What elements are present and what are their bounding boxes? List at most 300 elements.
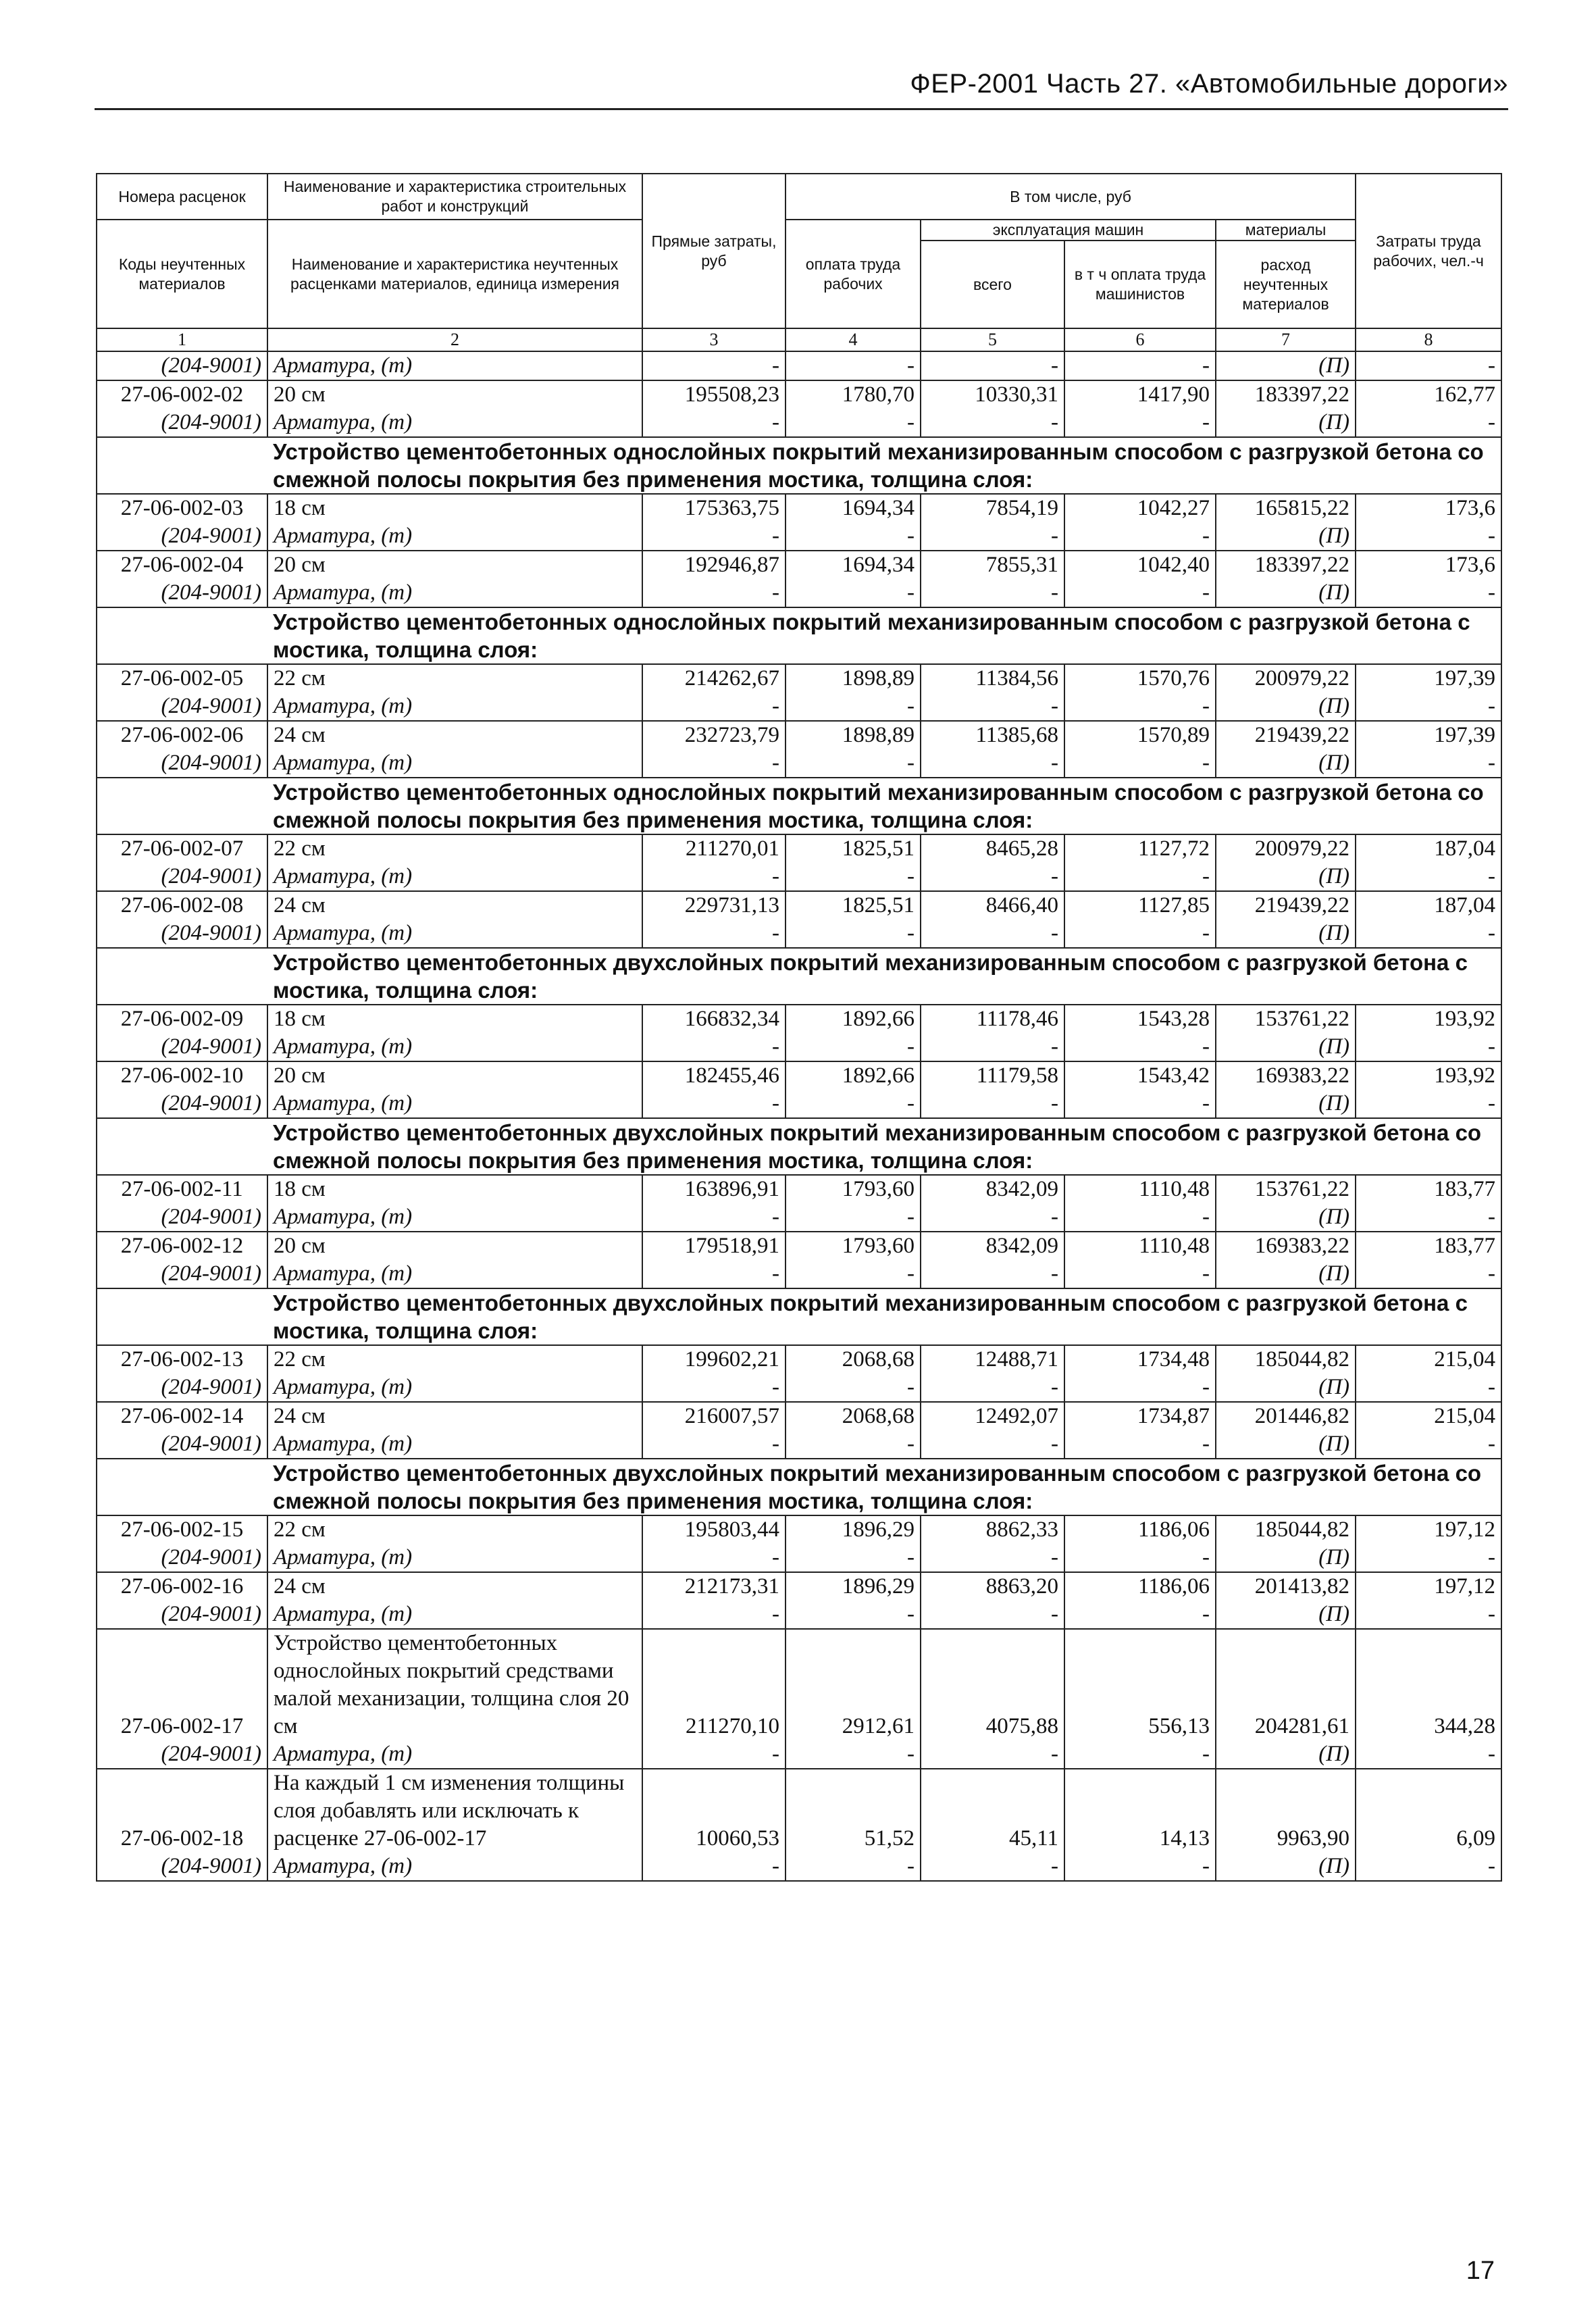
rate-description: 22 см xyxy=(267,664,642,693)
machinist-wages: 1042,40 xyxy=(1064,551,1216,579)
rate-code: 27-06-002-12 xyxy=(97,1232,267,1260)
rate-code: 27-06-002-08 xyxy=(97,891,267,920)
header-ekspluataciya: эксплуатация машин xyxy=(921,220,1216,241)
rate-row xyxy=(97,1061,1501,1090)
empty-value: - xyxy=(1356,1853,1501,1881)
material-name: Арматура, (т) xyxy=(267,1601,642,1629)
material-name: Арматура, (т) xyxy=(267,579,642,607)
rate-code: 27-06-002-05 xyxy=(97,664,267,693)
rate-description: 20 см xyxy=(267,551,642,579)
rate-description: Устройство цементобетонных однослойных покрытий средствами малой механизации, толщина слоя 20 см xyxy=(267,1629,642,1740)
rate-row xyxy=(97,891,1501,920)
materials-cost: 201446,82 xyxy=(1216,1402,1356,1430)
header-kody: Коды неучтенных материалов xyxy=(97,220,267,328)
machines-total: 4075,88 xyxy=(921,1629,1064,1740)
empty-value: - xyxy=(642,1374,786,1402)
labor-hours: 197,12 xyxy=(1356,1572,1501,1601)
labor-wages: 1898,89 xyxy=(786,664,921,693)
rate-code: 27-06-002-06 xyxy=(97,721,267,749)
material-name: Арматура, (т) xyxy=(267,1853,642,1881)
empty-value: - xyxy=(1064,1260,1216,1288)
empty-value: - xyxy=(1356,693,1501,721)
col-number: 2 xyxy=(267,328,642,351)
direct-costs: 195803,44 xyxy=(642,1515,786,1544)
rate-row xyxy=(97,834,1501,863)
machinist-wages: 14,13 xyxy=(1064,1769,1216,1853)
material-code: (204-9001) xyxy=(97,1740,267,1769)
materials-cost: 200979,22 xyxy=(1216,664,1356,693)
rate-description: 20 см xyxy=(267,380,642,409)
empty-value: - xyxy=(642,1430,786,1459)
direct-costs: 216007,57 xyxy=(642,1402,786,1430)
empty-value: - xyxy=(786,1033,921,1061)
empty-value: - xyxy=(1064,1601,1216,1629)
material-name: Арматура, (т) xyxy=(267,1090,642,1118)
labor-hours: 187,04 xyxy=(1356,891,1501,920)
rate-row xyxy=(97,721,1501,749)
labor-hours: 215,04 xyxy=(1356,1345,1501,1374)
material-name: Арматура, (т) xyxy=(267,1430,642,1459)
labor-hours: 197,12 xyxy=(1356,1515,1501,1544)
material-flag: (П) xyxy=(1216,920,1356,948)
material-name: Арматура, (т) xyxy=(267,920,642,948)
materials-cost: 183397,22 xyxy=(1216,380,1356,409)
empty-value: - xyxy=(642,409,786,437)
material-flag: (П) xyxy=(1216,1033,1356,1061)
empty-value: - xyxy=(921,409,1064,437)
direct-costs: 229731,13 xyxy=(642,891,786,920)
header-naimenovanie-mat: Наименование и характеристика неучтенных расценками материалов, единица измерения xyxy=(267,220,642,328)
empty-value: - xyxy=(1064,1203,1216,1232)
empty-value: - xyxy=(786,1853,921,1881)
material-code: (204-9001) xyxy=(97,1203,267,1232)
material-name: Арматура, (т) xyxy=(267,1260,642,1288)
rate-row xyxy=(97,1175,1501,1203)
empty-value: - xyxy=(1356,1090,1501,1118)
material-flag: (П) xyxy=(1216,693,1356,721)
machines-total: 7855,31 xyxy=(921,551,1064,579)
rate-row xyxy=(97,1232,1501,1260)
direct-costs: 211270,10 xyxy=(642,1629,786,1740)
machinist-wages: 1042,27 xyxy=(1064,494,1216,522)
labor-hours: 193,92 xyxy=(1356,1061,1501,1090)
section-spacer xyxy=(97,778,267,834)
machinist-wages: 1417,90 xyxy=(1064,380,1216,409)
section-row xyxy=(97,1288,1501,1345)
material-flag: (П) xyxy=(1216,351,1356,380)
material-row xyxy=(97,863,1501,891)
empty-value: - xyxy=(1356,579,1501,607)
material-code: (204-9001) xyxy=(97,1544,267,1572)
labor-wages: 1793,60 xyxy=(786,1175,921,1203)
material-code: (204-9001) xyxy=(97,351,267,380)
empty-value: - xyxy=(921,693,1064,721)
materials-cost: 185044,82 xyxy=(1216,1345,1356,1374)
material-code: (204-9001) xyxy=(97,1374,267,1402)
empty-value: - xyxy=(786,351,921,380)
rate-code: 27-06-002-03 xyxy=(97,494,267,522)
direct-costs: 192946,87 xyxy=(642,551,786,579)
machines-total: 10330,31 xyxy=(921,380,1064,409)
empty-value: - xyxy=(786,1740,921,1769)
empty-value: - xyxy=(642,1601,786,1629)
material-code: (204-9001) xyxy=(97,693,267,721)
labor-hours: 173,6 xyxy=(1356,551,1501,579)
empty-value: - xyxy=(642,1544,786,1572)
labor-wages: 1694,34 xyxy=(786,494,921,522)
material-name: Арматура, (т) xyxy=(267,1740,642,1769)
empty-value: - xyxy=(642,1740,786,1769)
col-number: 6 xyxy=(1064,328,1216,351)
empty-value: - xyxy=(1356,1374,1501,1402)
material-row xyxy=(97,1544,1501,1572)
empty-value: - xyxy=(1356,409,1501,437)
section-spacer xyxy=(97,607,267,664)
col-number: 1 xyxy=(97,328,267,351)
rate-row xyxy=(97,1005,1501,1033)
empty-value: - xyxy=(1064,1853,1216,1881)
materials-cost: 169383,22 xyxy=(1216,1061,1356,1090)
empty-value: - xyxy=(1356,1430,1501,1459)
labor-hours: 173,6 xyxy=(1356,494,1501,522)
material-code: (204-9001) xyxy=(97,522,267,551)
rate-description: 24 см xyxy=(267,891,642,920)
material-name: Арматура, (т) xyxy=(267,863,642,891)
rate-description: 24 см xyxy=(267,1402,642,1430)
materials-cost: 169383,22 xyxy=(1216,1232,1356,1260)
empty-value: - xyxy=(642,1260,786,1288)
rate-code: 27-06-002-17 xyxy=(97,1629,267,1740)
material-flag: (П) xyxy=(1216,1544,1356,1572)
empty-value: - xyxy=(786,1430,921,1459)
material-name: Арматура, (т) xyxy=(267,1374,642,1402)
material-flag: (П) xyxy=(1216,1430,1356,1459)
rate-code: 27-06-002-07 xyxy=(97,834,267,863)
direct-costs: 211270,01 xyxy=(642,834,786,863)
section-spacer xyxy=(97,1118,267,1175)
section-spacer xyxy=(97,437,267,494)
labor-hours: 344,28 xyxy=(1356,1629,1501,1740)
material-flag: (П) xyxy=(1216,1090,1356,1118)
empty-value: - xyxy=(786,920,921,948)
section-spacer xyxy=(97,1288,267,1345)
rate-row xyxy=(97,1629,1501,1740)
machines-total: 8863,20 xyxy=(921,1572,1064,1601)
empty-value: - xyxy=(921,749,1064,778)
empty-value: - xyxy=(921,863,1064,891)
empty-value: - xyxy=(642,693,786,721)
rate-code: 27-06-002-13 xyxy=(97,1345,267,1374)
material-row xyxy=(97,1033,1501,1061)
materials-cost: 165815,22 xyxy=(1216,494,1356,522)
empty-value: - xyxy=(1356,863,1501,891)
empty-value: - xyxy=(1356,1260,1501,1288)
machinist-wages: 1570,76 xyxy=(1064,664,1216,693)
empty-value: - xyxy=(921,1853,1064,1881)
empty-value: - xyxy=(1356,522,1501,551)
section-title: Устройство цементобетонных двухслойных покрытий механизированным способом с разгрузкой бетона со смежной полосы покрытия без применения мостика, толщина слоя: xyxy=(267,1118,1501,1175)
empty-value: - xyxy=(1064,1374,1216,1402)
rate-row xyxy=(97,1402,1501,1430)
rate-code: 27-06-002-11 xyxy=(97,1175,267,1203)
material-row xyxy=(97,1374,1501,1402)
col-number: 8 xyxy=(1356,328,1501,351)
material-code: (204-9001) xyxy=(97,409,267,437)
header-pryamye: Прямые затраты, руб xyxy=(642,174,786,328)
machinist-wages: 1186,06 xyxy=(1064,1515,1216,1544)
header-v-tom-chisle: В том числе, руб xyxy=(786,174,1356,220)
labor-wages: 2068,68 xyxy=(786,1345,921,1374)
machines-total: 11384,56 xyxy=(921,664,1064,693)
labor-hours: 193,92 xyxy=(1356,1005,1501,1033)
empty-value: - xyxy=(921,1033,1064,1061)
section-title: Устройство цементобетонных однослойных покрытий механизированным способом с разгрузкой бетона со смежной полосы покрытия без применения мостика, толщина слоя: xyxy=(267,437,1501,494)
empty-value: - xyxy=(1064,1033,1216,1061)
header-vtch: в т ч оплата труда машинистов xyxy=(1064,241,1216,328)
machinist-wages: 1734,87 xyxy=(1064,1402,1216,1430)
empty-value: - xyxy=(642,579,786,607)
rate-row xyxy=(97,494,1501,522)
header-nomera: Номера расценок xyxy=(97,174,267,220)
material-code: (204-9001) xyxy=(97,1853,267,1881)
labor-wages: 1898,89 xyxy=(786,721,921,749)
empty-value: - xyxy=(786,749,921,778)
empty-value: - xyxy=(1064,409,1216,437)
materials-cost: 219439,22 xyxy=(1216,721,1356,749)
empty-value: - xyxy=(786,693,921,721)
machinist-wages: 1186,06 xyxy=(1064,1572,1216,1601)
rate-description: 18 см xyxy=(267,1175,642,1203)
empty-value: - xyxy=(786,409,921,437)
material-name: Арматура, (т) xyxy=(267,1033,642,1061)
machines-total: 8862,33 xyxy=(921,1515,1064,1544)
rate-description: 22 см xyxy=(267,1345,642,1374)
header-vsego: всего xyxy=(921,241,1064,328)
labor-wages: 2068,68 xyxy=(786,1402,921,1430)
empty-value: - xyxy=(642,749,786,778)
rate-code: 27-06-002-16 xyxy=(97,1572,267,1601)
material-flag: (П) xyxy=(1216,579,1356,607)
material-code: (204-9001) xyxy=(97,1430,267,1459)
labor-hours: 183,77 xyxy=(1356,1232,1501,1260)
material-flag: (П) xyxy=(1216,522,1356,551)
material-row xyxy=(97,1430,1501,1459)
empty-value: - xyxy=(786,522,921,551)
labor-hours: 197,39 xyxy=(1356,721,1501,749)
machines-total: 11179,58 xyxy=(921,1061,1064,1090)
col-number: 3 xyxy=(642,328,786,351)
empty-value: - xyxy=(786,1260,921,1288)
machinist-wages: 1110,48 xyxy=(1064,1175,1216,1203)
empty-value: - xyxy=(786,1374,921,1402)
header-rashod: расход неучтенных материалов xyxy=(1216,241,1356,328)
materials-cost: 219439,22 xyxy=(1216,891,1356,920)
machines-total: 7854,19 xyxy=(921,494,1064,522)
rate-row xyxy=(97,1572,1501,1601)
machinist-wages: 1543,42 xyxy=(1064,1061,1216,1090)
labor-hours: 215,04 xyxy=(1356,1402,1501,1430)
empty-value: - xyxy=(921,351,1064,380)
empty-value: - xyxy=(642,1853,786,1881)
material-row xyxy=(97,1853,1501,1881)
empty-value: - xyxy=(786,863,921,891)
direct-costs: 199602,21 xyxy=(642,1345,786,1374)
material-flag: (П) xyxy=(1216,863,1356,891)
section-title: Устройство цементобетонных однослойных покрытий механизированным способом с разгрузкой бетона со смежной полосы покрытия без применения мостика, толщина слоя: xyxy=(267,778,1501,834)
material-row xyxy=(97,920,1501,948)
material-code: (204-9001) xyxy=(97,579,267,607)
material-flag: (П) xyxy=(1216,1740,1356,1769)
rate-table xyxy=(96,173,1502,1882)
rate-code: 27-06-002-04 xyxy=(97,551,267,579)
materials-cost: 153761,22 xyxy=(1216,1005,1356,1033)
empty-value: - xyxy=(786,1203,921,1232)
direct-costs: 212173,31 xyxy=(642,1572,786,1601)
rate-row xyxy=(97,1769,1501,1853)
col-number: 5 xyxy=(921,328,1064,351)
machines-total: 12492,07 xyxy=(921,1402,1064,1430)
labor-wages: 1825,51 xyxy=(786,834,921,863)
section-row xyxy=(97,778,1501,834)
rate-description: 18 см xyxy=(267,494,642,522)
section-title: Устройство цементобетонных двухслойных покрытий механизированным способом с разгрузкой бетона со смежной полосы покрытия без применения мостика, толщина слоя: xyxy=(267,1459,1501,1515)
machinist-wages: 1127,85 xyxy=(1064,891,1216,920)
rate-row xyxy=(97,1515,1501,1544)
material-code: (204-9001) xyxy=(97,1033,267,1061)
empty-value: - xyxy=(1064,749,1216,778)
empty-value: - xyxy=(786,1544,921,1572)
machines-total: 8466,40 xyxy=(921,891,1064,920)
header-materialy: материалы xyxy=(1216,220,1356,241)
rate-row xyxy=(97,664,1501,693)
material-code: (204-9001) xyxy=(97,1601,267,1629)
empty-value: - xyxy=(642,351,786,380)
empty-value: - xyxy=(1064,1430,1216,1459)
empty-value: - xyxy=(642,920,786,948)
material-flag: (П) xyxy=(1216,1601,1356,1629)
section-title: Устройство цементобетонных двухслойных покрытий механизированным способом с разгрузкой бетона с мостика, толщина слоя: xyxy=(267,948,1501,1005)
rate-row xyxy=(97,1345,1501,1374)
material-flag: (П) xyxy=(1216,1853,1356,1881)
labor-wages: 1780,70 xyxy=(786,380,921,409)
labor-wages: 1694,34 xyxy=(786,551,921,579)
empty-value: - xyxy=(1064,1544,1216,1572)
materials-cost: 200979,22 xyxy=(1216,834,1356,863)
rate-table-body xyxy=(97,351,1501,1881)
rate-code: 27-06-002-18 xyxy=(97,1769,267,1853)
machinist-wages: 1110,48 xyxy=(1064,1232,1216,1260)
materials-cost: 183397,22 xyxy=(1216,551,1356,579)
section-row xyxy=(97,607,1501,664)
material-code: (204-9001) xyxy=(97,1260,267,1288)
empty-value: - xyxy=(921,1544,1064,1572)
material-row xyxy=(97,579,1501,607)
empty-value: - xyxy=(921,579,1064,607)
rate-row xyxy=(97,380,1501,409)
machines-total: 12488,71 xyxy=(921,1345,1064,1374)
machines-total: 8465,28 xyxy=(921,834,1064,863)
empty-value: - xyxy=(1064,920,1216,948)
empty-value: - xyxy=(921,1601,1064,1629)
labor-wages: 1825,51 xyxy=(786,891,921,920)
materials-cost: 153761,22 xyxy=(1216,1175,1356,1203)
empty-value: - xyxy=(1064,579,1216,607)
rate-description: 22 см xyxy=(267,1515,642,1544)
section-row xyxy=(97,948,1501,1005)
empty-value: - xyxy=(1064,863,1216,891)
empty-value: - xyxy=(1356,749,1501,778)
rate-code: 27-06-002-02 xyxy=(97,380,267,409)
material-flag: (П) xyxy=(1216,1374,1356,1402)
labor-wages: 1896,29 xyxy=(786,1515,921,1544)
material-row xyxy=(97,1090,1501,1118)
material-row xyxy=(97,351,1501,380)
material-name: Арматура, (т) xyxy=(267,1544,642,1572)
machinist-wages: 1570,89 xyxy=(1064,721,1216,749)
empty-value: - xyxy=(1064,522,1216,551)
section-title: Устройство цементобетонных однослойных покрытий механизированным способом с разгрузкой бетона с мостика, толщина слоя: xyxy=(267,607,1501,664)
direct-costs: 166832,34 xyxy=(642,1005,786,1033)
labor-wages: 51,52 xyxy=(786,1769,921,1853)
empty-value: - xyxy=(921,1260,1064,1288)
labor-wages: 1793,60 xyxy=(786,1232,921,1260)
header-rule xyxy=(95,108,1508,110)
header-oplata: оплата труда рабочих xyxy=(786,220,921,328)
material-name: Арматура, (т) xyxy=(267,409,642,437)
labor-hours: 197,39 xyxy=(1356,664,1501,693)
rate-code: 27-06-002-15 xyxy=(97,1515,267,1544)
material-flag: (П) xyxy=(1216,409,1356,437)
rate-description: 20 см xyxy=(267,1232,642,1260)
empty-value: - xyxy=(642,522,786,551)
empty-value: - xyxy=(921,1430,1064,1459)
material-row xyxy=(97,1601,1501,1629)
rate-description: На каждый 1 см изменения толщины слоя добавлять или исключать к расценке 27-06-002-17 xyxy=(267,1769,642,1853)
labor-wages: 2912,61 xyxy=(786,1629,921,1740)
empty-value: - xyxy=(642,1203,786,1232)
direct-costs: 182455,46 xyxy=(642,1061,786,1090)
machines-total: 11178,46 xyxy=(921,1005,1064,1033)
section-spacer xyxy=(97,948,267,1005)
material-name: Арматура, (т) xyxy=(267,351,642,380)
empty-value: - xyxy=(1064,1740,1216,1769)
empty-value: - xyxy=(642,1090,786,1118)
empty-value: - xyxy=(921,1203,1064,1232)
direct-costs: 179518,91 xyxy=(642,1232,786,1260)
direct-costs: 10060,53 xyxy=(642,1769,786,1853)
empty-value: - xyxy=(921,1374,1064,1402)
rate-description: 20 см xyxy=(267,1061,642,1090)
running-header: ФЕР-2001 Часть 27. «Автомобильные дороги» xyxy=(910,69,1508,99)
direct-costs: 163896,91 xyxy=(642,1175,786,1203)
material-name: Арматура, (т) xyxy=(267,693,642,721)
labor-hours: 6,09 xyxy=(1356,1769,1501,1853)
empty-value: - xyxy=(1356,1544,1501,1572)
rate-code: 27-06-002-09 xyxy=(97,1005,267,1033)
rate-description: 24 см xyxy=(267,1572,642,1601)
material-code: (204-9001) xyxy=(97,1090,267,1118)
direct-costs: 195508,23 xyxy=(642,380,786,409)
material-name: Арматура, (т) xyxy=(267,1203,642,1232)
material-row xyxy=(97,1740,1501,1769)
labor-hours: 162,77 xyxy=(1356,380,1501,409)
materials-cost: 201413,82 xyxy=(1216,1572,1356,1601)
machines-total: 45,11 xyxy=(921,1769,1064,1853)
section-row xyxy=(97,437,1501,494)
material-row xyxy=(97,1203,1501,1232)
empty-value: - xyxy=(1356,920,1501,948)
labor-wages: 1896,29 xyxy=(786,1572,921,1601)
